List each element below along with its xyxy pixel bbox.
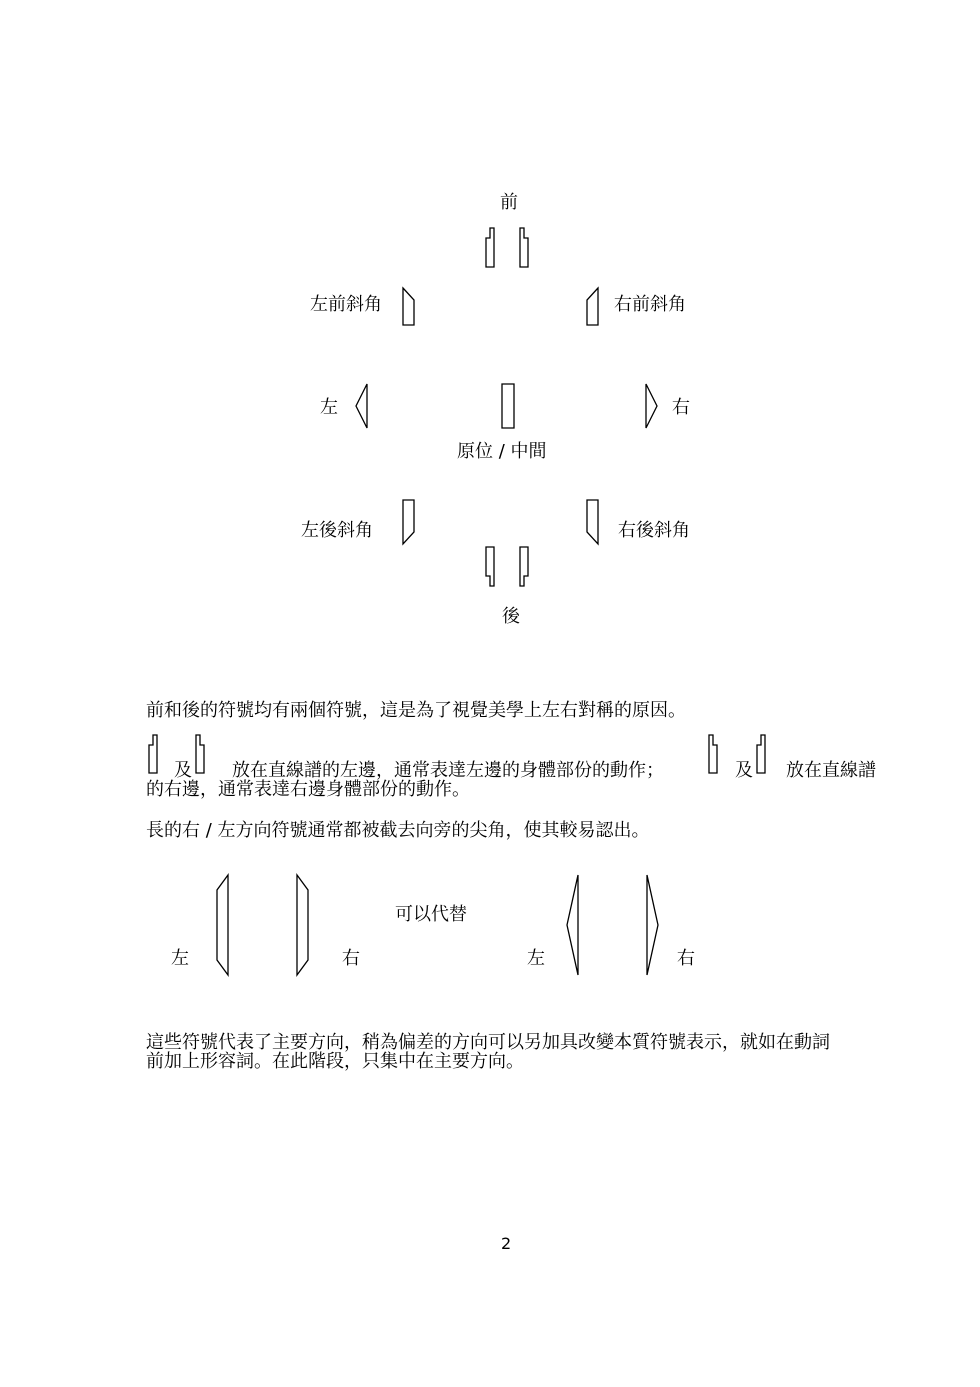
paragraph-main-directions-line2: 前加上形容詞。在此階段，只集中在主要方向。 xyxy=(146,1051,524,1072)
right-symbol xyxy=(646,384,657,428)
paragraph-right-side-text: 放在直線譜 xyxy=(786,760,876,781)
long-left-truncated-symbol xyxy=(217,875,228,975)
paragraph-right-side-line2: 的右邊，通常表達右邊身體部份的動作。 xyxy=(146,779,470,800)
label-right: 右 xyxy=(672,397,690,418)
label-right-back-diagonal: 右後斜角 xyxy=(618,520,690,541)
long-right-truncated-symbol xyxy=(297,875,308,975)
paragraph-symmetry: 前和後的符號均有兩個符號，這是為了視覺美學上左右對稱的原因。 xyxy=(146,700,686,721)
compare-replace-text: 可以代替 xyxy=(395,904,467,925)
label-back: 後 xyxy=(502,606,520,627)
compare-left-1: 左 xyxy=(171,948,189,969)
page-number: 2 xyxy=(501,1234,512,1253)
compare-right-1: 右 xyxy=(342,948,360,969)
backward-right-symbol xyxy=(520,547,528,586)
left-front-diagonal-symbol xyxy=(403,288,414,325)
left-symbol xyxy=(356,384,367,428)
label-right-front-diagonal: 右前斜角 xyxy=(614,294,686,315)
right-back-diagonal-symbol xyxy=(587,500,598,544)
long-left-pointed-symbol xyxy=(567,875,578,975)
paragraph-left-side-text: 放在直線譜的左邊，通常表達左邊的身體部份的動作； xyxy=(232,760,664,781)
label-left-back-diagonal: 左後斜角 xyxy=(301,520,373,541)
forward-right-symbol xyxy=(520,228,528,267)
inline-forward-left-symbol xyxy=(149,735,157,773)
label-front: 前 xyxy=(500,192,518,213)
inline-forward-right-symbol xyxy=(196,735,204,773)
compare-right-2: 右 xyxy=(677,948,695,969)
paragraph-main-directions-line1: 這些符號代表了主要方向，稍為偏差的方向可以另加具改變本質符號表示，就如在動詞 xyxy=(146,1032,830,1053)
backward-left-symbol xyxy=(486,547,494,586)
label-left: 左 xyxy=(320,397,338,418)
left-back-diagonal-symbol xyxy=(403,500,414,544)
label-center: 原位 / 中間 xyxy=(457,441,547,462)
long-right-pointed-symbol xyxy=(647,875,658,975)
right-front-diagonal-symbol xyxy=(587,288,598,325)
place-middle-symbol xyxy=(502,384,514,428)
paragraph-and-2: 及 xyxy=(735,760,753,781)
inline-forward-right-symbol-2 xyxy=(709,735,717,773)
inline-forward-left-symbol-2 xyxy=(757,735,765,773)
paragraph-and-1: 及 xyxy=(174,760,192,781)
compare-left-2: 左 xyxy=(527,948,545,969)
label-left-front-diagonal: 左前斜角 xyxy=(310,294,382,315)
forward-left-symbol xyxy=(486,228,494,267)
paragraph-long-symbols: 長的右 / 左方向符號通常都被截去向旁的尖角，使其較易認出。 xyxy=(146,820,650,841)
